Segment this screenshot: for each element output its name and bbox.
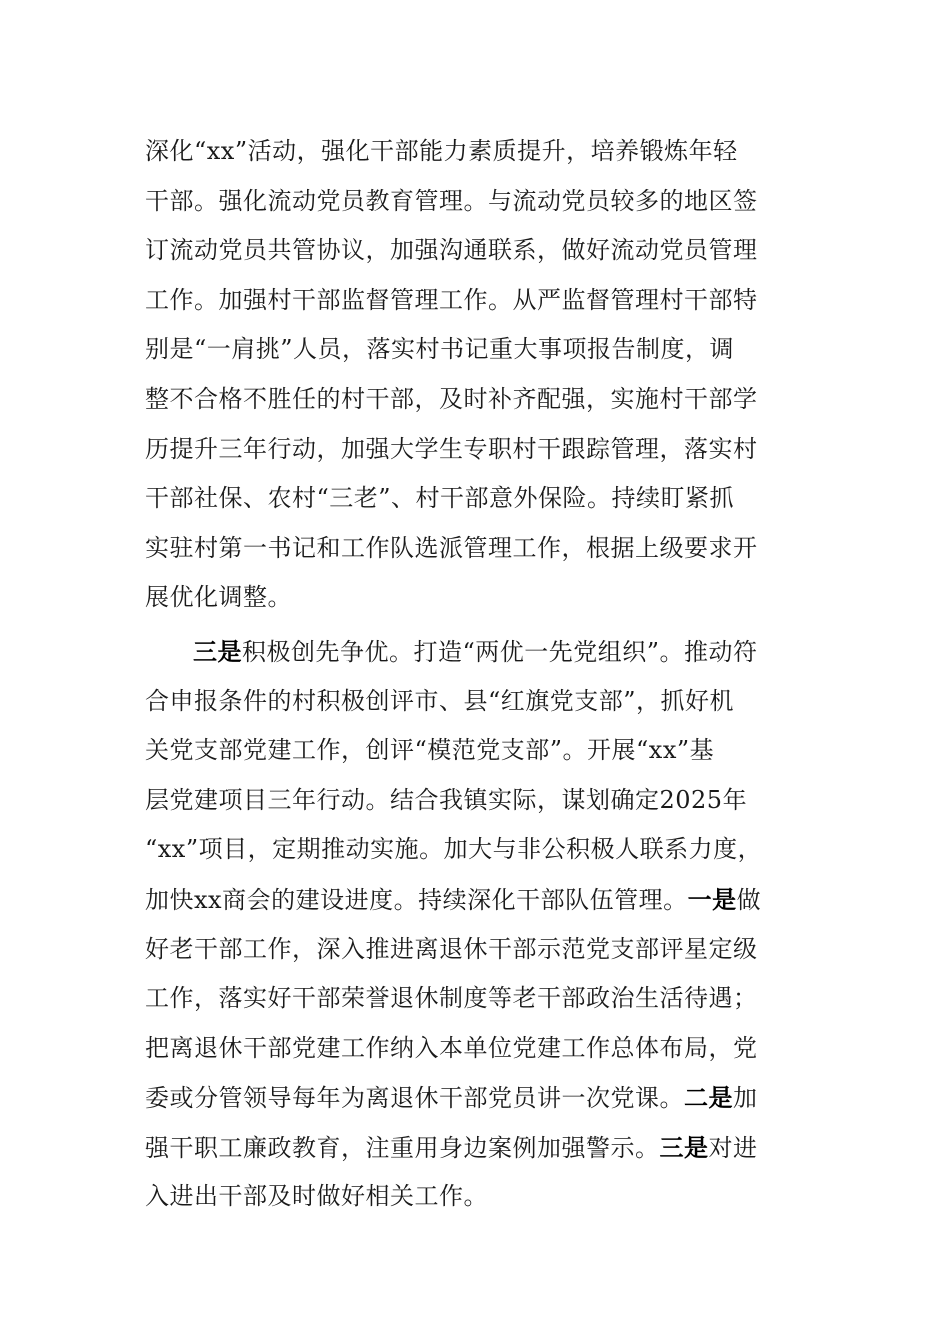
bold-lead: 三是 [659,1132,709,1162]
text-run: 加 [733,1084,758,1113]
text-line: 整不合格不胜任的村干部，及时补齐配强，实施村干部学 [145,384,758,413]
text-line: 别是“一肩挑”人员，落实村书记重大事项报告制度，调 [145,335,735,364]
text-run: 委或分管领导每年为离退休干部党员讲一次党课。 [145,1084,684,1113]
bold-lead: 二是 [684,1083,733,1113]
bold-lead: 三是 [193,636,242,666]
bold-lead: 一是 [687,884,737,914]
text-line [145,1073,810,1123]
text-line: 关党支部党建工作，创评“模范党支部”。开展“xx”基 [145,736,715,765]
text-line [145,875,810,925]
text-line: 干部。强化流动党员教育管理。与流动党员较多的地区签 [145,186,758,215]
text-line: 实驻村第一书记和工作队选派管理工作，根据上级要求开 [145,533,758,562]
text-line: “xx”项目，定期推动实施。加大与非公积极人联系力度， [145,835,763,864]
text-run: 积极创先争优。打造“两优一先党组织”。推动符 [242,637,758,666]
text-line [145,627,810,677]
text-line: 层党建项目三年行动。结合我镇实际，谋划确定2025年 [145,785,748,814]
text-line: 入进出干部及时做好相关工作。 [145,1182,488,1211]
text-line: 工作，落实好干部荣誉退休制度等老干部政治生活待遇； [145,984,758,1013]
text-line: 好老干部工作，深入推进离退休干部示范党支部评星定级 [145,934,758,963]
text-line: 展优化调整。 [145,583,292,612]
document-body [145,127,810,1222]
text-line [145,1123,810,1173]
text-line: 工作。加强村干部监督管理工作。从严监督管理村干部特 [145,285,758,314]
text-run: 加快xx商会的建设进度。持续深化干部队伍管理。 [145,885,688,914]
text-run: 做 [736,885,762,914]
paragraph-1 [145,127,810,623]
text-line: 历提升三年行动，加强大学生专职村干跟踪管理，落实村 [145,434,758,463]
paragraph-2 [145,627,810,1222]
text-line: 订流动党员共管协议，加强沟通联系，做好流动党员管理 [145,236,758,265]
text-line: 深化“xx”活动，强化干部能力素质提升，培养锻炼年轻 [145,137,738,165]
text-run: 强干职工廉政教育，注重用身边案例加强警示。 [145,1133,660,1162]
text-line: 干部社保、农村“三老”、村干部意外保险。持续盯紧抓 [145,484,735,513]
text-line: 把离退休干部党建工作纳入本单位党建工作总体布局，党 [145,1033,758,1062]
text-line: 合申报条件的村积极创评市、县“红旗党支部”，抓好机 [145,686,735,715]
text-run: 对进 [708,1133,758,1162]
